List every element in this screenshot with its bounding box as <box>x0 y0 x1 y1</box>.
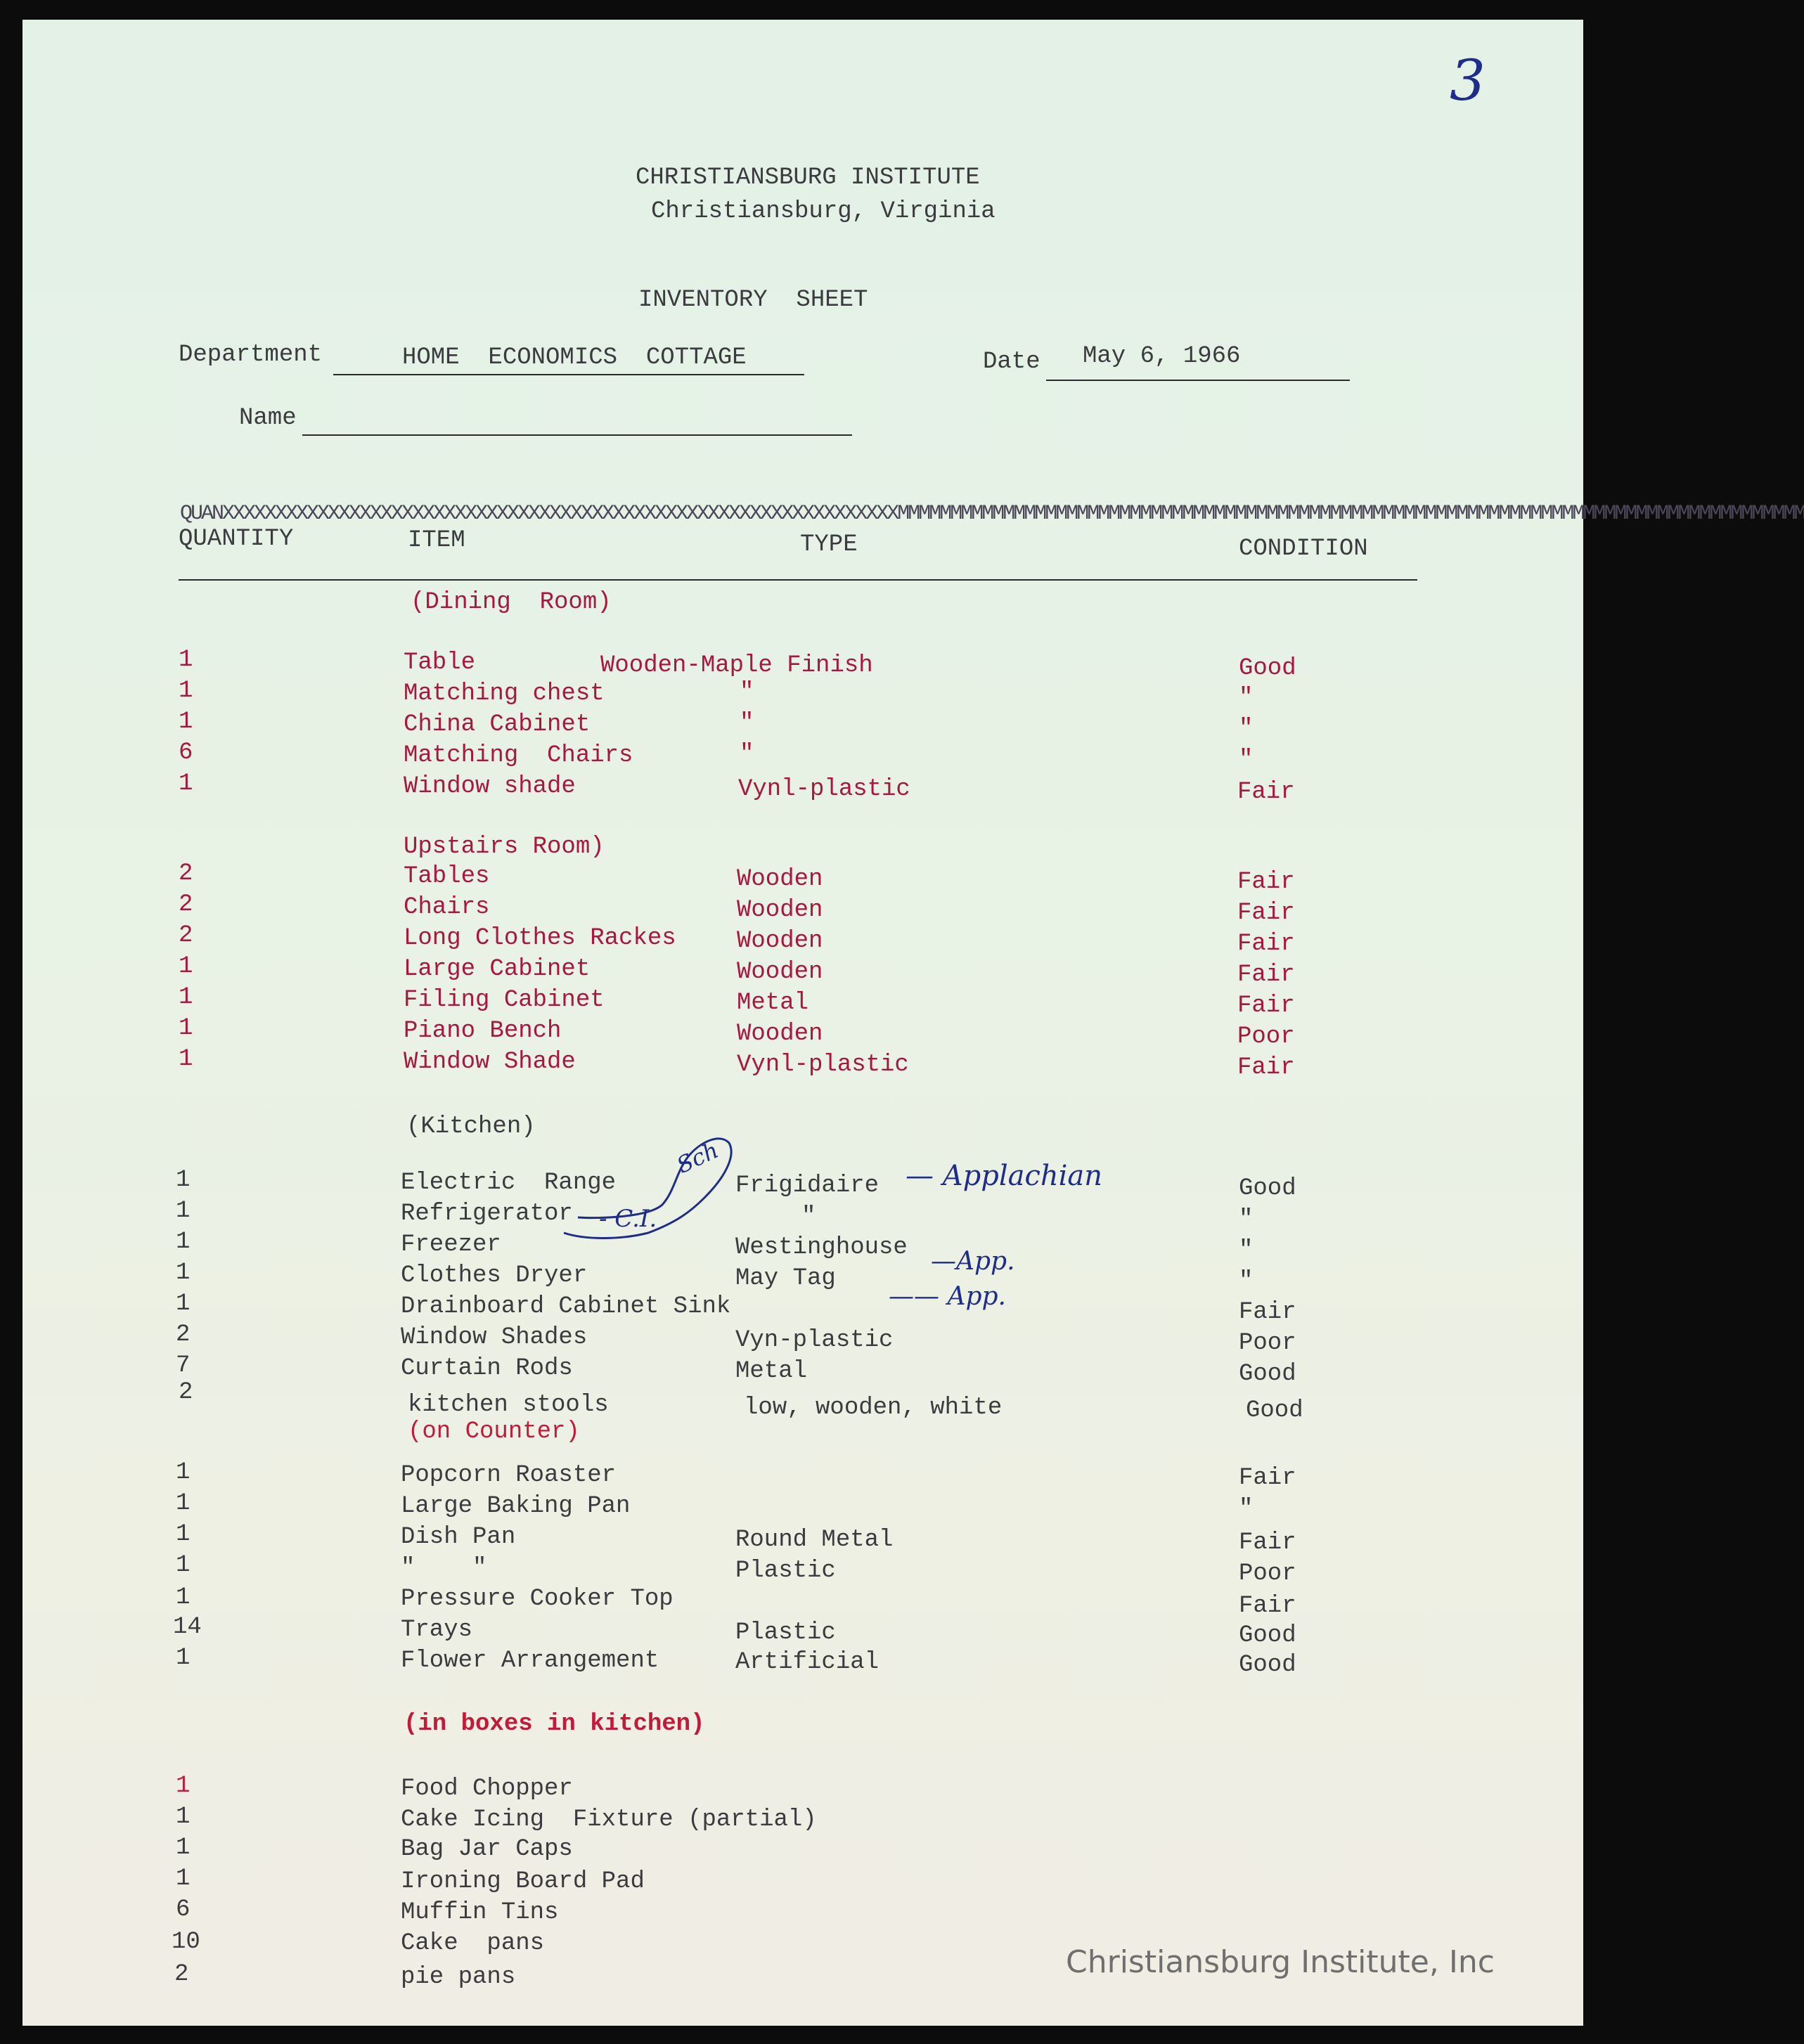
section-heading-kitchen: (Kitchen) <box>406 1113 536 1140</box>
qty: 7 <box>176 1352 191 1379</box>
type: Wooden <box>737 928 823 955</box>
condition: Good <box>1239 1361 1296 1388</box>
condition: " <box>1239 1268 1254 1295</box>
col-type: TYPE <box>800 531 858 558</box>
type: Vynl-plastic <box>738 776 910 803</box>
section-heading-boxes: (in boxes in kitchen) <box>404 1711 705 1738</box>
item: Piano Bench <box>404 1018 562 1044</box>
qty: 1 <box>176 1291 191 1317</box>
item: Chairs <box>404 894 490 921</box>
qty: 1 <box>179 678 193 704</box>
type: Artificial <box>735 1649 880 1676</box>
date-value: May 6, 1966 <box>1083 343 1241 370</box>
condition: " <box>1239 746 1254 773</box>
item: " " <box>401 1555 487 1581</box>
condition: Fair <box>1239 1465 1296 1492</box>
item: Large Cabinet <box>404 956 591 983</box>
condition: Fair <box>1237 962 1295 988</box>
watermark: Christiansburg Institute, Inc <box>1066 1944 1495 1980</box>
item: Window shade <box>404 773 576 800</box>
type: " <box>740 710 754 737</box>
condition: " <box>1239 1206 1254 1233</box>
qty: 1 <box>176 1459 191 1486</box>
item: pie pans <box>401 1964 516 1991</box>
qty: 1 <box>176 1521 191 1548</box>
handwritten-ci: - C.I. <box>599 1205 657 1233</box>
qty: 2 <box>179 891 193 918</box>
department-underline <box>333 374 804 375</box>
qty: 1 <box>176 1584 191 1611</box>
condition: Poor <box>1239 1560 1296 1587</box>
type: Wooden-Maple Finish <box>600 652 873 679</box>
qty: 1 <box>176 1865 191 1892</box>
name-label: Name <box>239 405 297 432</box>
qty: 1 <box>176 1260 191 1286</box>
condition: Good <box>1239 1622 1296 1649</box>
condition: Fair <box>1237 900 1295 926</box>
qty: 1 <box>176 1804 191 1830</box>
qty: 1 <box>176 1198 191 1224</box>
item: Clothes Dryer <box>401 1262 588 1289</box>
item: Pressure Cooker Top <box>401 1586 674 1612</box>
type: Plastic <box>735 1558 836 1584</box>
qty: 6 <box>176 1896 191 1923</box>
date-label: Date <box>983 349 1040 375</box>
handwritten-applachian: — Applachian <box>906 1160 1103 1192</box>
item: kitchen stools <box>408 1392 609 1418</box>
qty: 1 <box>179 1015 193 1042</box>
condition: Fair <box>1239 1299 1296 1326</box>
qty: 1 <box>176 1167 191 1194</box>
condition: Fair <box>1237 779 1295 806</box>
item: Large Baking Pan <box>401 1493 631 1520</box>
handwritten-app-1: —App. <box>931 1247 1015 1276</box>
qty: 1 <box>179 709 193 735</box>
item: Freezer <box>401 1231 501 1258</box>
type: Frigidaire <box>735 1172 880 1199</box>
qty: 2 <box>179 860 193 887</box>
handwritten-sch: Sch <box>672 1137 723 1179</box>
struck-out-row: QUANXXXXXXXXXXXXXXXXXXXXXXXXXXXXXXXXXXXXXXXXXXXXXXXXXXXXXXXXXXXXXXXXMMMMMMMMMMMMMMMMMMMMMMMMMMMMMMMMMMMMMMMMMMMMMMMMMMMMMMMMMMMMMMMMMMMMMMMMMMMMMMMMMMMMMM <box>180 502 1804 526</box>
type: Metal <box>735 1358 808 1385</box>
qty: 1 <box>176 1490 191 1517</box>
date-underline <box>1046 380 1350 381</box>
item: Drainboard Cabinet Sink <box>401 1293 731 1320</box>
condition: " <box>1239 1496 1254 1522</box>
type: Plastic <box>735 1619 836 1646</box>
condition: " <box>1239 1237 1254 1264</box>
item: Matching Chairs <box>404 742 633 769</box>
condition: Fair <box>1237 869 1295 895</box>
page-number: 3 <box>1450 48 1486 113</box>
condition: Fair <box>1239 1529 1296 1556</box>
item: Curtain Rods <box>401 1355 573 1382</box>
col-condition: CONDITION <box>1239 536 1368 562</box>
section-heading-dining: (Dining Room) <box>411 589 612 616</box>
item: Long Clothes Rackes <box>404 925 676 952</box>
item: Matching chest <box>404 680 605 707</box>
condition: Fair <box>1237 1054 1295 1081</box>
condition: Good <box>1239 1175 1296 1202</box>
condition: Fair <box>1237 931 1295 957</box>
item: Refrigerator <box>401 1201 573 1227</box>
type: Westinghouse <box>735 1234 908 1261</box>
handwritten-loop-outline <box>557 1134 768 1254</box>
item: Dish Pan <box>401 1524 516 1551</box>
qty: 2 <box>179 922 193 949</box>
qty: 1 <box>179 647 193 673</box>
document-page <box>22 20 1804 2026</box>
col-quantity: QUANTITY <box>179 526 294 552</box>
qty: 1 <box>176 1773 191 1799</box>
qty: 1 <box>176 1835 191 1861</box>
qty: 1 <box>179 953 193 980</box>
type: Wooden <box>737 959 823 985</box>
condition: Good <box>1246 1397 1303 1424</box>
type: Wooden <box>737 866 823 893</box>
qty: 1 <box>176 1552 191 1579</box>
col-item: ITEM <box>408 527 465 554</box>
qty: 1 <box>176 1645 191 1671</box>
qty: 14 <box>173 1614 202 1641</box>
type: May Tag <box>735 1265 836 1292</box>
header-rule <box>179 579 1417 581</box>
type: Vyn-plastic <box>735 1327 894 1354</box>
type: " <box>740 741 754 768</box>
institution-title: CHRISTIANSBURG INSTITUTE <box>636 164 980 191</box>
item: Food Chopper <box>401 1775 573 1802</box>
counter-note: (on Counter) <box>408 1418 580 1445</box>
item: China Cabinet <box>404 711 591 738</box>
type: Vynl-plastic <box>737 1052 909 1078</box>
type: Wooden <box>737 897 823 924</box>
type: " <box>740 679 754 706</box>
condition: Good <box>1239 655 1296 682</box>
institution-location: Christiansburg, Virginia <box>651 198 996 225</box>
item: Muffin Tins <box>401 1899 559 1926</box>
condition: Poor <box>1237 1023 1295 1050</box>
department-label: Department <box>179 342 323 368</box>
item: Flower Arrangement <box>401 1648 659 1674</box>
item: Bag Jar Caps <box>401 1836 573 1863</box>
sheet-title: INVENTORY SHEET <box>638 287 868 313</box>
section-heading-upstairs: Upstairs Room) <box>404 834 605 860</box>
type: Round Metal <box>735 1527 894 1553</box>
type: " <box>801 1203 816 1230</box>
qty: 1 <box>176 1229 191 1255</box>
qty: 2 <box>176 1321 191 1348</box>
condition: Fair <box>1237 992 1295 1019</box>
qty: 2 <box>179 1379 193 1406</box>
type: Wooden <box>737 1021 823 1047</box>
condition: Poor <box>1239 1330 1296 1357</box>
item: Window Shades <box>401 1324 588 1351</box>
item: Ironing Board Pad <box>401 1868 645 1895</box>
item: Cake Icing Fixture (partial) <box>401 1806 817 1833</box>
item: Tables <box>404 863 490 890</box>
type: Metal <box>737 990 809 1016</box>
item: Table <box>404 649 476 676</box>
type: low, wooden, white <box>744 1395 1003 1421</box>
item: Cake pans <box>401 1930 545 1957</box>
handwritten-app-2: —— App. <box>889 1282 1006 1311</box>
item: Filing Cabinet <box>404 987 605 1014</box>
item: Trays <box>401 1617 473 1643</box>
qty: 1 <box>179 1046 193 1073</box>
name-underline <box>302 434 852 436</box>
item: Window Shade <box>404 1049 576 1075</box>
condition: Good <box>1239 1652 1296 1678</box>
item: Popcorn Roaster <box>401 1462 617 1489</box>
department-value: HOME ECONOMICS COTTAGE <box>402 344 747 371</box>
qty: 1 <box>179 984 193 1011</box>
qty: 1 <box>179 770 193 797</box>
qty: 10 <box>172 1929 200 1955</box>
condition: " <box>1239 685 1254 711</box>
qty: 6 <box>179 739 193 766</box>
condition: " <box>1239 716 1254 742</box>
qty: 2 <box>174 1961 189 1988</box>
item: Electric Range <box>401 1170 617 1196</box>
condition: Fair <box>1239 1593 1296 1619</box>
